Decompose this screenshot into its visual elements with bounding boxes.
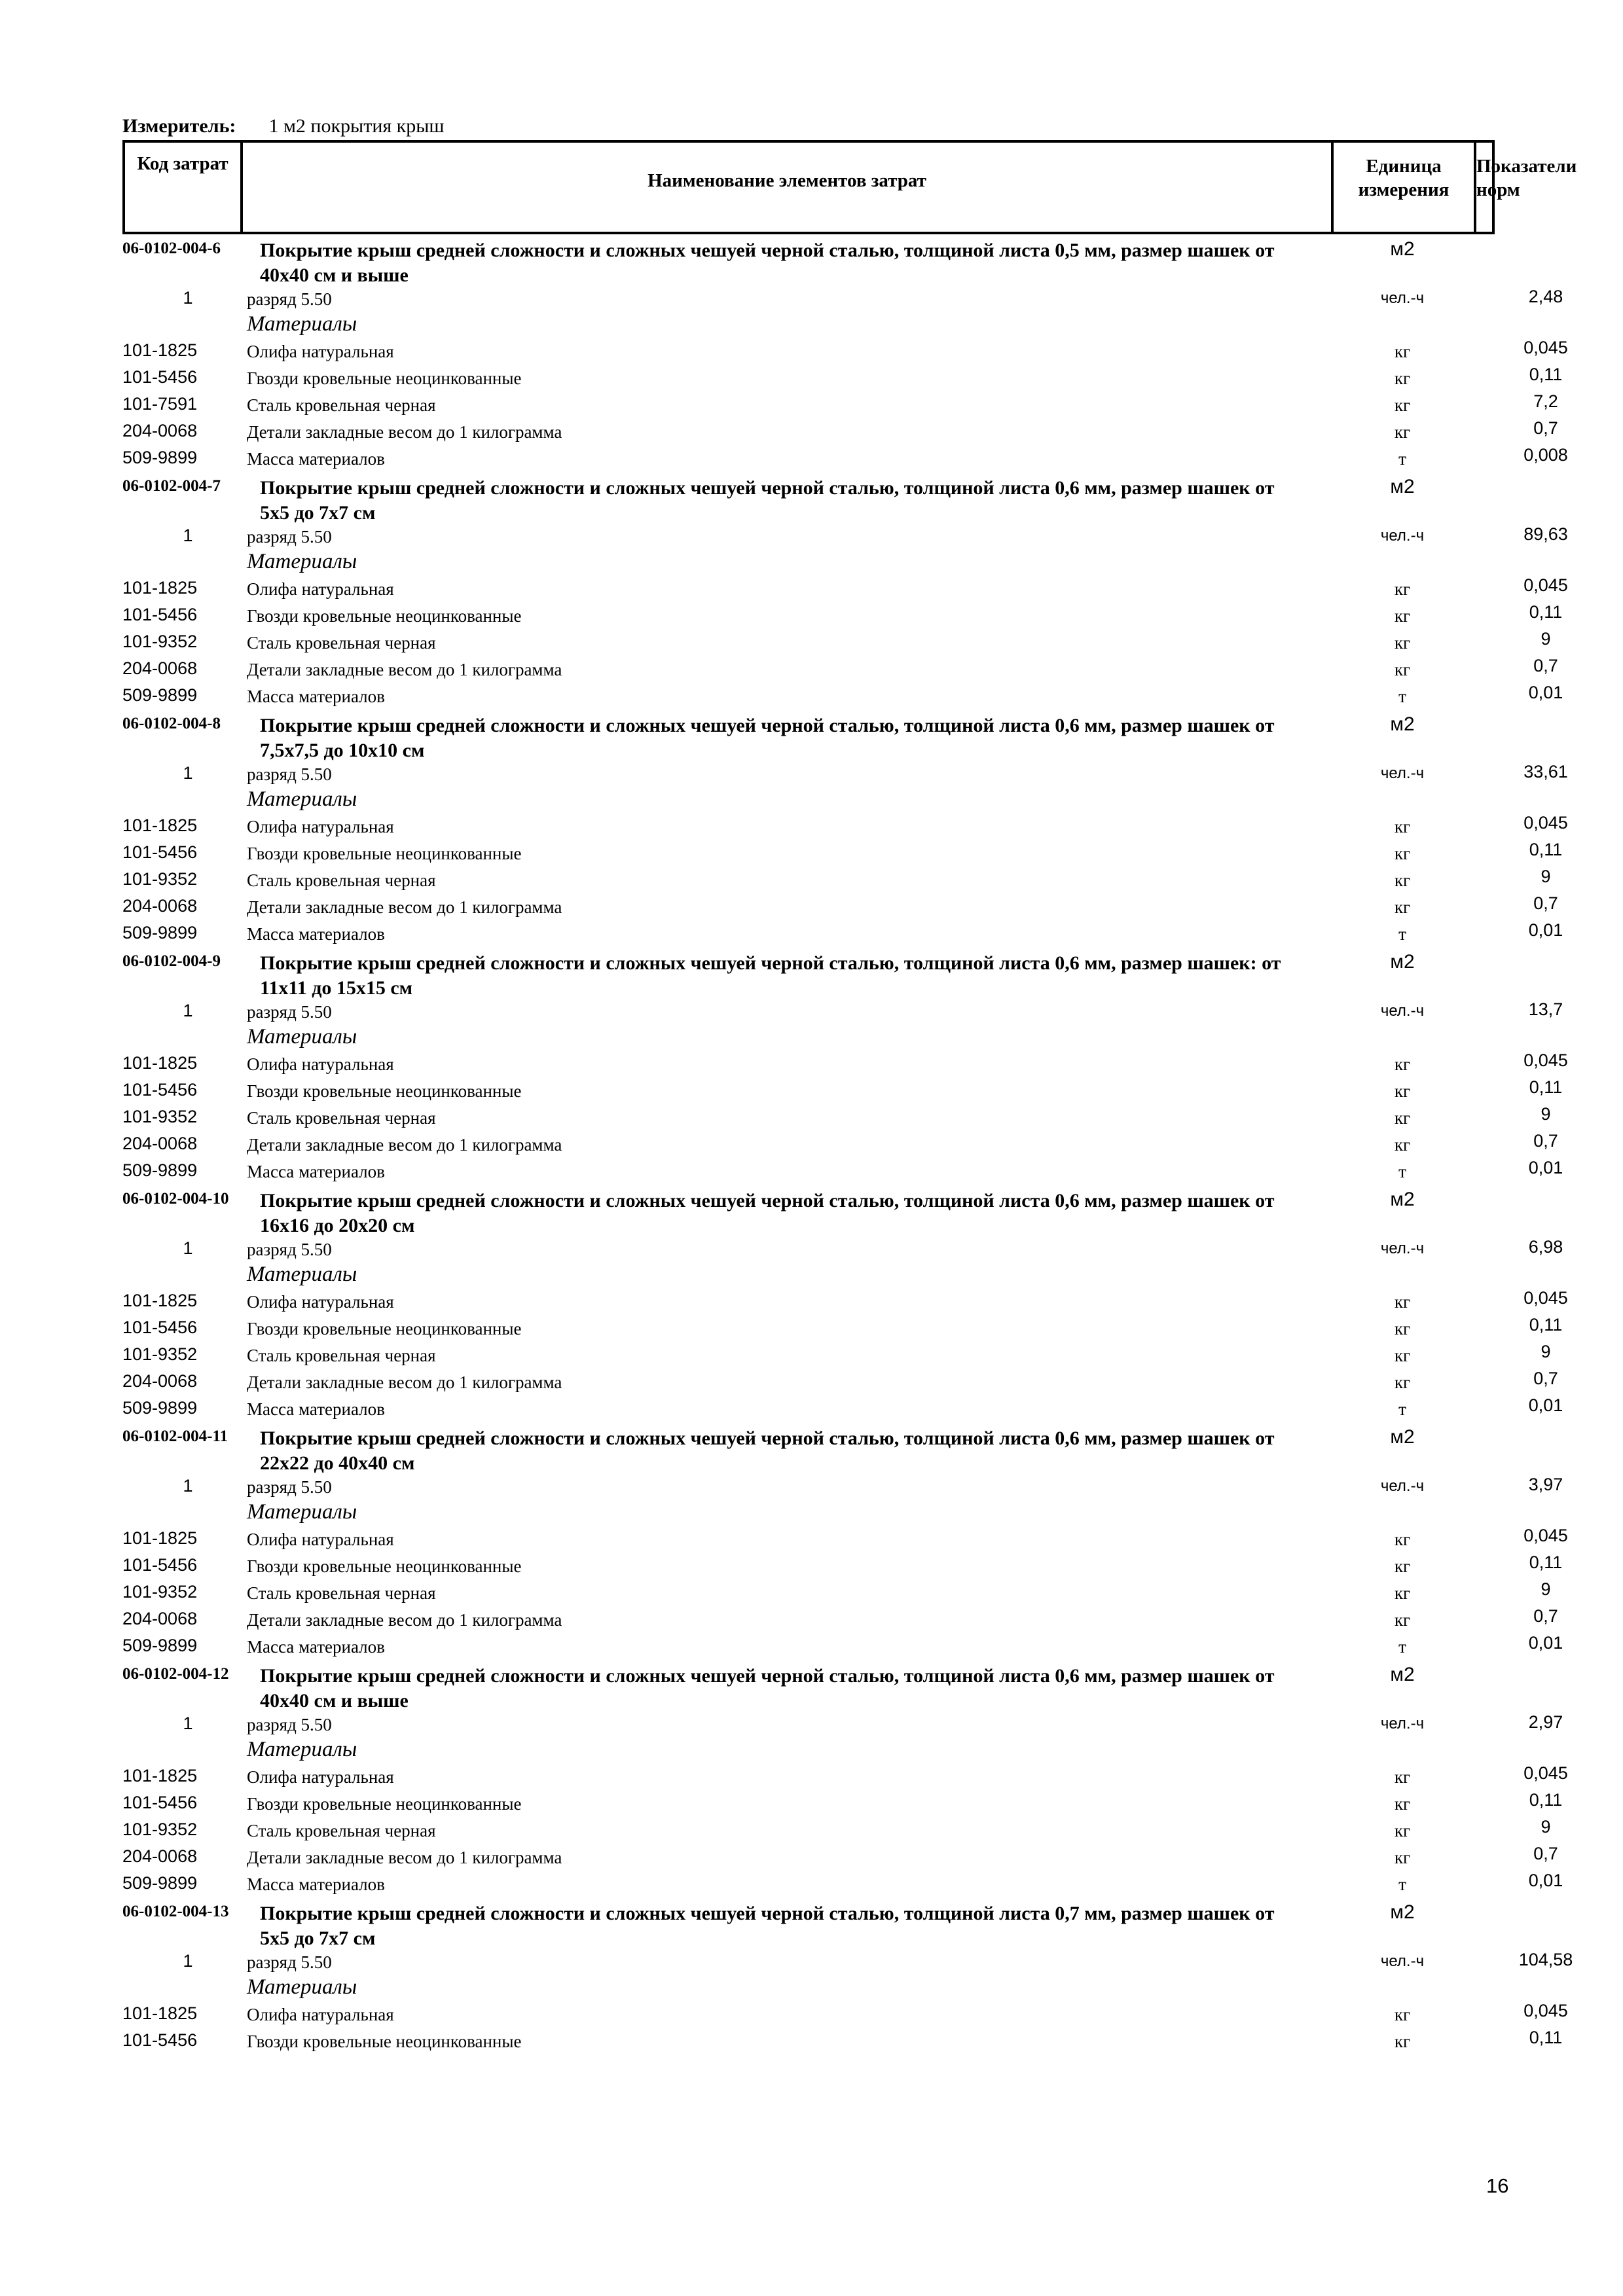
labor-value: 6,98 <box>1528 1237 1563 1257</box>
material-name: Гвозди кровельные неоцинкованные <box>247 368 522 388</box>
material-row <box>122 391 1558 418</box>
material-name: Масса материалов <box>247 687 385 706</box>
material-code: 101-1825 <box>122 1766 198 1785</box>
section-code: 06-0102-004-12 <box>122 1665 229 1683</box>
section-title: Покрытие крыш средней сложности и сложных чешуей черной сталью, толщиной листа 0,6 мм, размер шашек от 7,5х7,5 до 10х10 см <box>260 715 1275 761</box>
material-unit: кг <box>1394 1372 1411 1392</box>
labor-name: разряд 5.50 <box>247 1240 332 1259</box>
material-unit: кг <box>1394 1108 1411 1128</box>
material-row <box>122 1871 1563 1897</box>
material-row <box>122 1790 1563 1817</box>
material-unit: кг <box>1394 2005 1411 2024</box>
section-unit: м2 <box>1390 476 1415 497</box>
table-body <box>122 234 1573 2054</box>
labor-value: 33,61 <box>1523 762 1568 781</box>
meter-line <box>122 115 445 137</box>
materials-heading-row <box>122 311 1497 338</box>
material-name: Масса материалов <box>247 1399 385 1419</box>
material-code: 101-5456 <box>122 1080 198 1100</box>
material-code: 204-0068 <box>122 1846 198 1866</box>
material-row <box>122 920 1563 947</box>
material-row <box>122 683 1563 709</box>
materials-heading: Материалы <box>247 1263 357 1286</box>
material-unit: кг <box>1394 870 1411 890</box>
material-code: 101-1825 <box>122 578 198 598</box>
header-name: Наименование элементов затрат <box>243 143 1334 232</box>
material-unit: кг <box>1394 1081 1411 1101</box>
labor-row <box>122 284 1563 311</box>
labor-unit: чел.-ч <box>1380 764 1425 782</box>
material-value: 0,045 <box>1523 575 1568 595</box>
material-row <box>122 1104 1551 1131</box>
material-row <box>122 575 1568 602</box>
material-code: 101-5456 <box>122 1555 198 1575</box>
material-unit: кг <box>1394 1319 1411 1338</box>
material-code: 101-7591 <box>122 394 198 414</box>
material-value: 0,01 <box>1528 683 1563 702</box>
labor-unit: чел.-ч <box>1380 1240 1425 1257</box>
header-unit: Единица измерения <box>1334 143 1476 232</box>
labor-code: 1 <box>183 1951 193 1971</box>
material-unit: т <box>1398 1162 1406 1181</box>
material-code: 101-9352 <box>122 1344 198 1364</box>
labor-row <box>122 759 1568 786</box>
materials-heading-row <box>122 548 1497 575</box>
material-row <box>122 1606 1558 1633</box>
material-unit: кг <box>1394 1767 1411 1787</box>
materials-heading-row <box>122 1024 1497 1050</box>
material-code: 204-0068 <box>122 1134 198 1153</box>
material-value: 0,11 <box>1529 840 1563 859</box>
material-code: 509-9899 <box>122 1398 198 1418</box>
material-name: Сталь кровельная черная <box>247 1108 436 1128</box>
material-code: 101-9352 <box>122 1107 198 1126</box>
labor-row <box>122 997 1563 1024</box>
material-code: 204-0068 <box>122 896 198 916</box>
material-name: Гвозди кровельные неоцинкованные <box>247 844 522 863</box>
material-row <box>122 1342 1551 1369</box>
section-unit: м2 <box>1390 238 1415 260</box>
material-name: Сталь кровельная черная <box>247 870 436 890</box>
labor-unit: чел.-ч <box>1380 1477 1425 1495</box>
meter-label: Измеритель: <box>122 115 236 137</box>
materials-heading: Материалы <box>247 1025 357 1049</box>
page-number: 16 <box>1486 2174 1509 2197</box>
material-value: 0,11 <box>1529 2028 1563 2047</box>
section-unit: м2 <box>1390 1189 1415 1210</box>
material-name: Олифа натуральная <box>247 1767 394 1787</box>
material-unit: т <box>1398 1399 1406 1419</box>
material-code: 101-5456 <box>122 842 198 862</box>
material-name: Масса материалов <box>247 1637 385 1657</box>
material-code: 509-9899 <box>122 448 198 467</box>
material-row <box>122 813 1568 840</box>
labor-row <box>122 1234 1563 1261</box>
material-value: 0,045 <box>1523 813 1568 833</box>
materials-heading: Материалы <box>247 312 357 336</box>
section-title-row <box>122 234 1497 284</box>
material-value: 9 <box>1541 1817 1551 1837</box>
material-value: 9 <box>1541 1104 1551 1124</box>
section-code: 06-0102-004-13 <box>122 1903 229 1920</box>
material-name: Олифа натуральная <box>247 1292 394 1312</box>
labor-name: разряд 5.50 <box>247 527 332 547</box>
labor-name: разряд 5.50 <box>247 289 332 309</box>
table-header <box>122 140 1577 234</box>
section-title: Покрытие крыш средней сложности и сложных чешуей черной сталью, толщиной листа 0,6 мм, размер шашек: от 11х11 до 15х15 см <box>260 952 1281 999</box>
labor-unit: чел.-ч <box>1380 289 1425 307</box>
material-code: 509-9899 <box>122 685 198 705</box>
material-row <box>122 1763 1568 1790</box>
materials-heading: Материалы <box>247 550 357 573</box>
material-code: 204-0068 <box>122 1609 198 1628</box>
material-unit: т <box>1398 687 1406 706</box>
material-name: Сталь кровельная черная <box>247 633 436 653</box>
material-row <box>122 338 1568 365</box>
material-unit: кг <box>1394 897 1411 917</box>
section-code: 06-0102-004-6 <box>122 240 221 257</box>
material-unit: кг <box>1394 844 1411 863</box>
labor-unit: чел.-ч <box>1380 1002 1425 1020</box>
material-code: 101-1825 <box>122 816 198 835</box>
material-row <box>122 629 1551 656</box>
material-row <box>122 1844 1558 1871</box>
material-row <box>122 893 1558 920</box>
labor-code: 1 <box>183 1713 193 1733</box>
material-row <box>122 1315 1563 1342</box>
material-code: 509-9899 <box>122 1636 198 1655</box>
material-name: Олифа натуральная <box>247 579 394 599</box>
material-name: Сталь кровельная черная <box>247 1583 436 1603</box>
material-code: 204-0068 <box>122 1371 198 1391</box>
section-title: Покрытие крыш средней сложности и сложных чешуей черной сталью, толщиной листа 0,6 мм, размер шашек от 40х40 см и выше <box>260 1665 1275 1712</box>
material-row <box>122 1369 1558 1395</box>
section-title: Покрытие крыш средней сложности и сложных чешуей черной сталью, толщиной листа 0,6 мм, размер шашек от 16х16 до 20х20 см <box>260 1190 1275 1236</box>
material-row <box>122 656 1558 683</box>
material-code: 101-1825 <box>122 1053 198 1073</box>
material-unit: т <box>1398 924 1406 944</box>
material-code: 101-9352 <box>122 632 198 651</box>
labor-value: 89,63 <box>1523 524 1568 544</box>
material-name: Гвозди кровельные неоцинкованные <box>247 1319 522 1338</box>
labor-name: разряд 5.50 <box>247 1952 332 1972</box>
material-value: 0,01 <box>1528 920 1563 940</box>
section-code: 06-0102-004-10 <box>122 1190 229 1208</box>
material-value: 0,01 <box>1528 1871 1563 1890</box>
material-row <box>122 418 1558 445</box>
material-value: 0,11 <box>1529 1315 1563 1335</box>
material-name: Олифа натуральная <box>247 342 394 361</box>
material-value: 0,01 <box>1528 1158 1563 1177</box>
material-row <box>122 2001 1568 2028</box>
material-value: 0,045 <box>1523 2001 1568 2020</box>
labor-name: разряд 5.50 <box>247 764 332 784</box>
materials-heading-row <box>122 1974 1497 2001</box>
material-value: 0,11 <box>1529 1552 1563 1572</box>
material-name: Детали закладные весом до 1 килограмма <box>247 897 562 917</box>
section-title-row <box>122 1897 1497 1947</box>
material-unit: т <box>1398 449 1406 469</box>
material-row <box>122 1526 1568 1552</box>
material-name: Детали закладные весом до 1 килограмма <box>247 1135 562 1155</box>
material-unit: кг <box>1394 1346 1411 1365</box>
material-unit: кг <box>1394 1530 1411 1549</box>
labor-unit: чел.-ч <box>1380 1715 1425 1732</box>
section-title-row <box>122 472 1497 522</box>
material-unit: т <box>1398 1874 1406 1894</box>
labor-code: 1 <box>183 1476 193 1496</box>
material-name: Сталь кровельная черная <box>247 1346 436 1365</box>
material-name: Олифа натуральная <box>247 1530 394 1549</box>
material-row <box>122 1579 1551 1606</box>
section-unit: м2 <box>1390 951 1415 973</box>
material-code: 101-9352 <box>122 1820 198 1839</box>
material-value: 0,7 <box>1533 1131 1558 1151</box>
material-value: 0,045 <box>1523 1288 1568 1308</box>
material-row <box>122 1050 1568 1077</box>
labor-code: 1 <box>183 288 193 308</box>
section-title-row <box>122 1422 1497 1472</box>
materials-heading-row <box>122 786 1497 813</box>
material-value: 0,7 <box>1533 418 1558 438</box>
material-code: 509-9899 <box>122 1873 198 1893</box>
material-unit: кг <box>1394 1821 1411 1840</box>
labor-row <box>122 1947 1573 1974</box>
material-code: 101-5456 <box>122 605 198 624</box>
labor-value: 3,97 <box>1528 1475 1563 1494</box>
material-unit: кг <box>1394 1794 1411 1814</box>
material-row <box>122 1633 1563 1660</box>
labor-unit: чел.-ч <box>1380 1952 1425 1970</box>
material-unit: кг <box>1394 1292 1411 1312</box>
material-row <box>122 2028 1563 2054</box>
section-title: Покрытие крыш средней сложности и сложных чешуей черной сталью, толщиной листа 0,7 мм, размер шашек от 5х5 до 7х7 см <box>260 1903 1275 1949</box>
material-value: 9 <box>1541 1342 1551 1361</box>
material-name: Масса материалов <box>247 449 385 469</box>
material-name: Олифа натуральная <box>247 1054 394 1074</box>
material-code: 101-9352 <box>122 869 198 889</box>
material-row <box>122 1395 1563 1422</box>
section-title: Покрытие крыш средней сложности и сложных чешуей черной сталью, толщиной листа 0,5 мм, размер шашек от 40х40 см и выше <box>260 240 1275 286</box>
labor-name: разряд 5.50 <box>247 1715 332 1734</box>
material-value: 0,11 <box>1529 365 1563 384</box>
material-unit: т <box>1398 1637 1406 1657</box>
material-value: 7,2 <box>1533 391 1558 411</box>
material-value: 0,11 <box>1529 1077 1563 1097</box>
section-code: 06-0102-004-9 <box>122 952 221 970</box>
material-code: 204-0068 <box>122 421 198 440</box>
material-value: 0,11 <box>1529 1790 1563 1810</box>
material-row <box>122 445 1568 472</box>
labor-value: 2,48 <box>1528 287 1563 306</box>
labor-row <box>122 1710 1563 1736</box>
material-code: 101-5456 <box>122 2030 198 2050</box>
materials-heading: Материалы <box>247 787 357 811</box>
material-value: 0,045 <box>1523 338 1568 357</box>
labor-value: 13,7 <box>1528 999 1563 1019</box>
material-code: 509-9899 <box>122 923 198 942</box>
material-unit: кг <box>1394 660 1411 679</box>
materials-heading-row <box>122 1736 1497 1763</box>
material-code: 101-1825 <box>122 2003 198 2023</box>
labor-code: 1 <box>183 1238 193 1258</box>
material-unit: кг <box>1394 1556 1411 1576</box>
material-value: 0,008 <box>1523 445 1568 465</box>
material-value: 0,045 <box>1523 1050 1568 1070</box>
material-value: 0,7 <box>1533 656 1558 675</box>
material-unit: кг <box>1394 368 1411 388</box>
material-code: 204-0068 <box>122 658 198 678</box>
material-unit: кг <box>1394 1848 1411 1867</box>
material-name: Сталь кровельная черная <box>247 1821 436 1840</box>
labor-name: разряд 5.50 <box>247 1002 332 1022</box>
material-row <box>122 1288 1568 1315</box>
materials-heading: Материалы <box>247 1500 357 1524</box>
material-code: 101-1825 <box>122 1528 198 1548</box>
material-code: 101-9352 <box>122 1582 198 1602</box>
section-code: 06-0102-004-7 <box>122 477 221 495</box>
section-unit: м2 <box>1390 1664 1415 1685</box>
material-row <box>122 1552 1563 1579</box>
section-title: Покрытие крыш средней сложности и сложных чешуей черной сталью, толщиной листа 0,6 мм, размер шашек от 5х5 до 7х7 см <box>260 477 1275 524</box>
labor-value: 104,58 <box>1518 1950 1573 1969</box>
material-value: 0,7 <box>1533 1844 1558 1863</box>
labor-value: 2,97 <box>1528 1712 1563 1732</box>
material-name: Гвозди кровельные неоцинкованные <box>247 2032 522 2051</box>
material-name: Детали закладные весом до 1 килограмма <box>247 1372 562 1392</box>
material-unit: кг <box>1394 579 1411 599</box>
section-unit: м2 <box>1390 1901 1415 1923</box>
materials-heading-row <box>122 1261 1497 1288</box>
section-title-row <box>122 709 1497 759</box>
material-value: 0,7 <box>1533 1369 1558 1388</box>
material-unit: кг <box>1394 1135 1411 1155</box>
material-name: Масса материалов <box>247 1874 385 1894</box>
material-value: 0,01 <box>1528 1633 1563 1653</box>
material-name: Детали закладные весом до 1 килограмма <box>247 660 562 679</box>
materials-heading-row <box>122 1499 1497 1526</box>
material-unit: кг <box>1394 606 1411 626</box>
material-name: Гвозди кровельные неоцинкованные <box>247 1556 522 1576</box>
material-name: Олифа натуральная <box>247 2005 394 2024</box>
labor-row <box>122 1472 1563 1499</box>
material-row <box>122 1158 1563 1185</box>
material-unit: кг <box>1394 1054 1411 1074</box>
labor-row <box>122 522 1568 548</box>
material-value: 0,045 <box>1523 1763 1568 1783</box>
materials-heading: Материалы <box>247 1738 357 1761</box>
labor-code: 1 <box>183 1001 193 1020</box>
material-value: 9 <box>1541 629 1551 649</box>
material-row <box>122 867 1551 893</box>
labor-name: разряд 5.50 <box>247 1477 332 1497</box>
labor-code: 1 <box>183 526 193 545</box>
section-code: 06-0102-004-8 <box>122 715 221 732</box>
material-code: 101-5456 <box>122 1793 198 1812</box>
section-code: 06-0102-004-11 <box>122 1427 228 1445</box>
material-code: 509-9899 <box>122 1160 198 1180</box>
material-code: 101-1825 <box>122 340 198 360</box>
meter-value: 1 м2 покрытия крыш <box>268 115 445 137</box>
material-value: 0,045 <box>1523 1526 1568 1545</box>
material-name: Масса материалов <box>247 1162 385 1181</box>
material-code: 101-5456 <box>122 367 198 387</box>
material-name: Масса материалов <box>247 924 385 944</box>
material-unit: кг <box>1394 422 1411 442</box>
material-unit: кг <box>1394 342 1411 361</box>
material-name: Детали закладные весом до 1 килограмма <box>247 1848 562 1867</box>
material-row <box>122 602 1563 629</box>
material-value: 0,7 <box>1533 893 1558 913</box>
material-value: 0,7 <box>1533 1606 1558 1626</box>
material-unit: кг <box>1394 2032 1411 2051</box>
section-title: Покрытие крыш средней сложности и сложных чешуей черной сталью, толщиной листа 0,6 мм, размер шашек от 22х22 до 40х40 см <box>260 1427 1275 1474</box>
header-code: Код затрат <box>125 143 243 232</box>
material-value: 9 <box>1541 1579 1551 1599</box>
material-name: Олифа натуральная <box>247 817 394 836</box>
section-unit: м2 <box>1390 1426 1415 1448</box>
material-name: Детали закладные весом до 1 килограмма <box>247 422 562 442</box>
material-code: 101-5456 <box>122 1318 198 1337</box>
material-row <box>122 1131 1558 1158</box>
material-row <box>122 1817 1551 1844</box>
material-value: 0,01 <box>1528 1395 1563 1415</box>
material-unit: кг <box>1394 817 1411 836</box>
material-value: 0,11 <box>1529 602 1563 622</box>
material-name: Сталь кровельная черная <box>247 395 436 415</box>
material-unit: кг <box>1394 1583 1411 1603</box>
labor-unit: чел.-ч <box>1380 527 1425 545</box>
material-row <box>122 1077 1563 1104</box>
material-code: 101-1825 <box>122 1291 198 1310</box>
section-title-row <box>122 947 1497 997</box>
header-norm: Показатели норм <box>1476 156 1577 200</box>
section-title-row <box>122 1660 1497 1710</box>
material-row <box>122 365 1563 391</box>
section-title-row <box>122 1185 1497 1234</box>
section-unit: м2 <box>1390 713 1415 735</box>
material-name: Детали закладные весом до 1 килограмма <box>247 1610 562 1630</box>
material-value: 9 <box>1541 867 1551 886</box>
labor-code: 1 <box>183 763 193 783</box>
material-unit: кг <box>1394 633 1411 653</box>
material-unit: кг <box>1394 395 1411 415</box>
material-unit: кг <box>1394 1610 1411 1630</box>
materials-heading: Материалы <box>247 1975 357 1999</box>
material-name: Гвозди кровельные неоцинкованные <box>247 1794 522 1814</box>
material-name: Гвозди кровельные неоцинкованные <box>247 606 522 626</box>
material-row <box>122 840 1563 867</box>
material-name: Гвозди кровельные неоцинкованные <box>247 1081 522 1101</box>
